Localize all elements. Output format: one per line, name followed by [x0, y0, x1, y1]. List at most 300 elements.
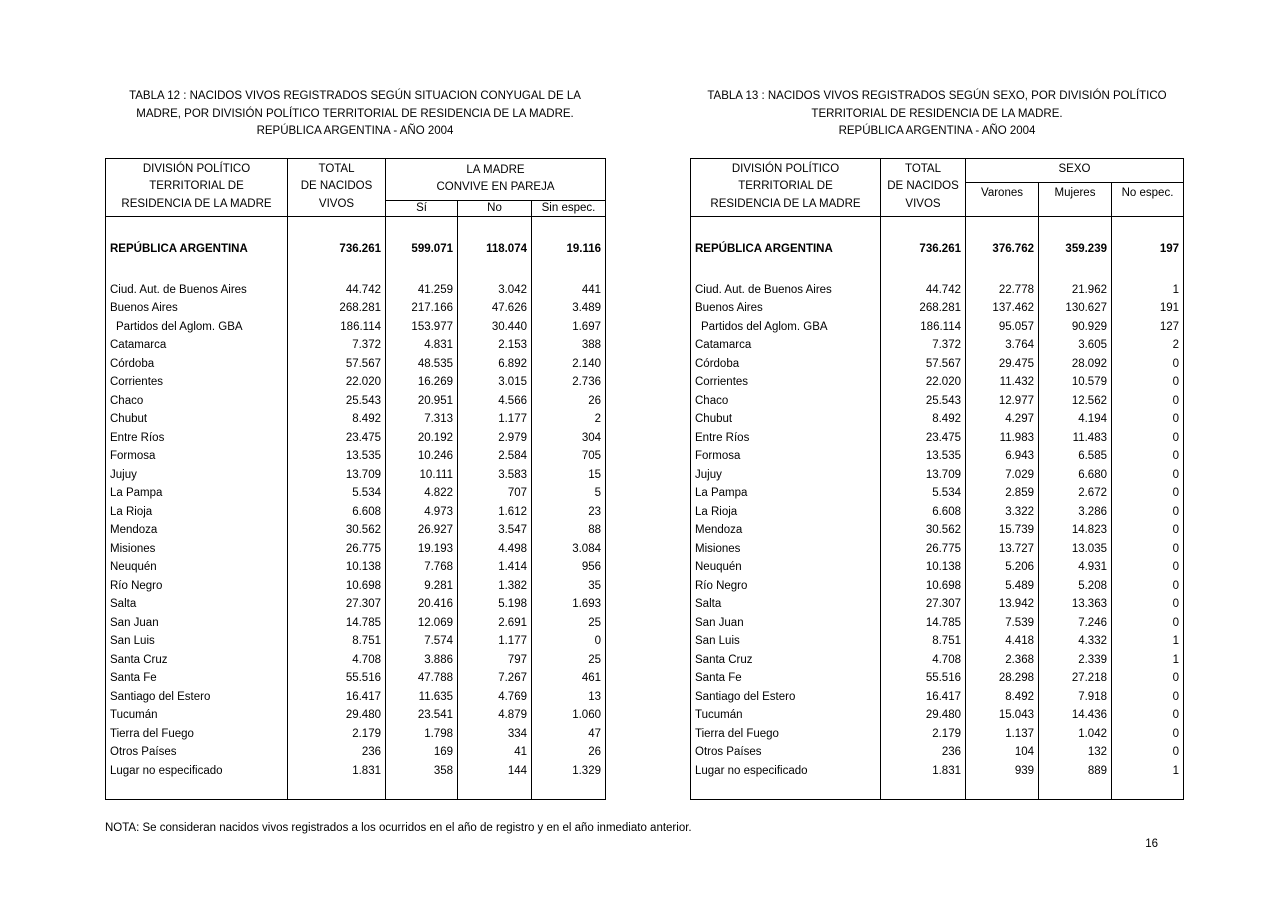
- row-value: 186.114: [288, 318, 386, 337]
- row-value: 5.208: [1039, 577, 1112, 596]
- row-value: 6.608: [881, 503, 966, 522]
- header-group-line: LA MADRE: [466, 163, 525, 176]
- row-label: Formosa: [691, 447, 881, 466]
- spacer-cell: [1112, 780, 1184, 800]
- table-row: [691, 706, 1184, 725]
- row-value: 9.281: [386, 577, 458, 596]
- title-line: MADRE, POR DIVISIÓN POLÍTICO TERRITORIAL DE RESIDENCIA DE LA MADRE.: [136, 107, 574, 120]
- row-value: 26.775: [288, 540, 386, 559]
- row-value: 4.332: [1039, 632, 1112, 651]
- row-label: Mendoza: [106, 521, 288, 540]
- row-value: 15.739: [966, 521, 1039, 540]
- tabla-13-block: [690, 88, 1184, 800]
- row-label: Partidos del Aglom. GBA: [691, 318, 881, 337]
- spacer-cell: [966, 780, 1039, 800]
- row-label: Salta: [106, 595, 288, 614]
- table-row: [106, 355, 606, 374]
- row-value: 0: [1112, 577, 1184, 596]
- page-number: 16: [1145, 838, 1158, 850]
- row-value: 956: [532, 558, 606, 577]
- header-subcol-varones: Varones: [966, 182, 1039, 216]
- row-value: 48.535: [386, 355, 458, 374]
- row-value: 22.020: [881, 373, 966, 392]
- row-value: 358: [386, 762, 458, 781]
- header-division-line: RESIDENCIA DE LA MADRE: [121, 197, 272, 210]
- table-row: [691, 281, 1184, 300]
- header-group-line: CONVIVE EN PAREJA: [436, 181, 555, 193]
- row-value: 2.140: [532, 355, 606, 374]
- table-row: [691, 651, 1184, 670]
- spacer-cell: [881, 780, 966, 800]
- row-value: 0: [1112, 410, 1184, 429]
- tabla-12-block: [105, 88, 605, 800]
- row-value: 26: [532, 743, 606, 762]
- row-label: San Luis: [106, 632, 288, 651]
- row-label: Ciud. Aut. de Buenos Aires: [691, 281, 881, 300]
- row-label: Buenos Aires: [691, 299, 881, 318]
- row-value: 599.071: [386, 216, 458, 281]
- header-total-line: DE NACIDOS: [300, 180, 373, 193]
- row-value: 27.307: [881, 595, 966, 614]
- header-division: [106, 158, 288, 216]
- row-value: 359.239: [1039, 216, 1112, 281]
- row-value: 4.708: [881, 651, 966, 670]
- row-value: 0: [1112, 484, 1184, 503]
- row-value: 0: [1112, 706, 1184, 725]
- row-value: 15.043: [966, 706, 1039, 725]
- header-group-line: SEXO: [1058, 163, 1091, 176]
- row-value: 25.543: [288, 392, 386, 411]
- row-value: 1.798: [386, 725, 458, 744]
- row-value: 0: [1112, 392, 1184, 411]
- row-label: REPÚBLICA ARGENTINA: [106, 216, 288, 281]
- row-value: 1.831: [288, 762, 386, 781]
- row-label: Santiago del Estero: [106, 688, 288, 707]
- row-label: Santa Fe: [106, 669, 288, 688]
- row-value: 29.475: [966, 355, 1039, 374]
- row-value: 1.329: [532, 762, 606, 781]
- row-value: 4.822: [386, 484, 458, 503]
- header-subcol-no: No: [458, 200, 532, 216]
- row-value: 6.608: [288, 503, 386, 522]
- spacer-cell: [386, 780, 458, 800]
- row-label: Santa Cruz: [106, 651, 288, 670]
- row-label: Misiones: [691, 540, 881, 559]
- row-value: 1.414: [458, 558, 532, 577]
- row-value: 0: [1112, 503, 1184, 522]
- row-value: 7.918: [1039, 688, 1112, 707]
- spacer-cell: [532, 780, 606, 800]
- row-value: 23.475: [881, 429, 966, 448]
- row-label: Lugar no especificado: [106, 762, 288, 781]
- row-value: 0: [1112, 743, 1184, 762]
- row-value: 35: [532, 577, 606, 596]
- row-value: 4.418: [966, 632, 1039, 651]
- row-value: 13.942: [966, 595, 1039, 614]
- table-row: [691, 614, 1184, 633]
- row-value: 236: [288, 743, 386, 762]
- row-value: 26.927: [386, 521, 458, 540]
- row-label: Misiones: [106, 540, 288, 559]
- row-value: 4.566: [458, 392, 532, 411]
- row-value: 2.672: [1039, 484, 1112, 503]
- header-subcol-mujeres: Mujeres: [1039, 182, 1112, 216]
- header-subcol-noespec: No espec.: [1112, 182, 1184, 216]
- table-row: [106, 669, 606, 688]
- table-row: [691, 540, 1184, 559]
- row-value: 130.627: [1039, 299, 1112, 318]
- header-group-convive: [386, 158, 606, 200]
- row-value: 127: [1112, 318, 1184, 337]
- row-value: 41.259: [386, 281, 458, 300]
- row-value: 7.267: [458, 669, 532, 688]
- header-total-line: TOTAL: [318, 162, 355, 175]
- row-value: 6.943: [966, 447, 1039, 466]
- row-value: 21.962: [1039, 281, 1112, 300]
- row-value: 25.543: [881, 392, 966, 411]
- row-value: 90.929: [1039, 318, 1112, 337]
- row-value: 3.886: [386, 651, 458, 670]
- row-value: 10.579: [1039, 373, 1112, 392]
- row-value: 186.114: [881, 318, 966, 337]
- row-value: 13.709: [288, 466, 386, 485]
- spacer-cell: [106, 780, 288, 800]
- title-line: REPÚBLICA ARGENTINA - AÑO 2004: [838, 125, 1036, 137]
- header-total-line: VIVOS: [318, 197, 355, 210]
- row-value: 304: [532, 429, 606, 448]
- row-value: 153.977: [386, 318, 458, 337]
- spacer-cell: [288, 780, 386, 800]
- table-row: [691, 447, 1184, 466]
- row-value: 4.931: [1039, 558, 1112, 577]
- row-value: 3.583: [458, 466, 532, 485]
- header-group-sexo: [966, 158, 1184, 182]
- row-value: 236: [881, 743, 966, 762]
- row-value: 28.298: [966, 669, 1039, 688]
- row-value: 5.198: [458, 595, 532, 614]
- table-row: [691, 688, 1184, 707]
- row-value: 0: [1112, 595, 1184, 614]
- table-row: [106, 651, 606, 670]
- table-row: [691, 299, 1184, 318]
- table-row: [106, 540, 606, 559]
- tabla-12: [105, 158, 606, 801]
- row-value: 10.698: [288, 577, 386, 596]
- tabla-13-title: [690, 88, 1184, 141]
- header-total: [288, 158, 386, 216]
- row-value: 0: [1112, 540, 1184, 559]
- row-value: 12.069: [386, 614, 458, 633]
- row-value: 169: [386, 743, 458, 762]
- table-row: [106, 614, 606, 633]
- table-row: [691, 558, 1184, 577]
- row-label: Río Negro: [691, 577, 881, 596]
- row-value: 44.742: [881, 281, 966, 300]
- row-value: 268.281: [881, 299, 966, 318]
- row-value: 13.035: [1039, 540, 1112, 559]
- table-row: [106, 577, 606, 596]
- title-line: TABLA 13 : NACIDOS VIVOS REGISTRADOS SEGÚN SEXO, POR DIVISIÓN POLÍTICO: [707, 90, 1167, 102]
- row-value: 0: [1112, 373, 1184, 392]
- row-value: 3.605: [1039, 336, 1112, 355]
- row-value: 13.363: [1039, 595, 1112, 614]
- row-value: 4.879: [458, 706, 532, 725]
- row-value: 1: [1112, 651, 1184, 670]
- row-label: La Pampa: [691, 484, 881, 503]
- row-label: Córdoba: [106, 355, 288, 374]
- row-label: Lugar no especificado: [691, 762, 881, 781]
- row-value: 10.138: [881, 558, 966, 577]
- row-value: 13.709: [881, 466, 966, 485]
- row-label: Santiago del Estero: [691, 688, 881, 707]
- table-row: [691, 429, 1184, 448]
- row-value: 23.475: [288, 429, 386, 448]
- row-label: Tucumán: [691, 706, 881, 725]
- row-value: 5.534: [881, 484, 966, 503]
- table-row: [691, 632, 1184, 651]
- row-value: 5.489: [966, 577, 1039, 596]
- row-value: 3.547: [458, 521, 532, 540]
- row-label: Otros Países: [691, 743, 881, 762]
- table-row: [106, 632, 606, 651]
- row-value: 2.179: [881, 725, 966, 744]
- row-value: 3.015: [458, 373, 532, 392]
- row-label: Tucumán: [106, 706, 288, 725]
- row-value: 7.539: [966, 614, 1039, 633]
- table-row: [106, 392, 606, 411]
- row-value: 57.567: [881, 355, 966, 374]
- row-value: 7.574: [386, 632, 458, 651]
- row-value: 2.736: [532, 373, 606, 392]
- row-label: Corrientes: [691, 373, 881, 392]
- total-row: [691, 216, 1184, 281]
- table-row: [691, 318, 1184, 337]
- row-value: 25: [532, 614, 606, 633]
- row-value: 1: [1112, 281, 1184, 300]
- row-value: 8.492: [288, 410, 386, 429]
- row-value: 1: [1112, 632, 1184, 651]
- header-subcol-si: Sí: [386, 200, 458, 216]
- row-value: 705: [532, 447, 606, 466]
- table-row: [691, 336, 1184, 355]
- row-value: 104: [966, 743, 1039, 762]
- title-line: TABLA 12 : NACIDOS VIVOS REGISTRADOS SEGÚN SITUACION CONYUGAL DE LA: [129, 90, 581, 102]
- row-value: 8.751: [288, 632, 386, 651]
- row-value: 55.516: [288, 669, 386, 688]
- row-value: 0: [1112, 355, 1184, 374]
- row-label: Córdoba: [691, 355, 881, 374]
- table-row: [106, 484, 606, 503]
- row-value: 3.286: [1039, 503, 1112, 522]
- row-label: Partidos del Aglom. GBA: [106, 318, 288, 337]
- row-value: 11.983: [966, 429, 1039, 448]
- row-value: 4.769: [458, 688, 532, 707]
- row-value: 2: [532, 410, 606, 429]
- row-value: 1.177: [458, 632, 532, 651]
- header-subcol-sinespec: Sin espec.: [532, 200, 606, 216]
- row-value: 11.483: [1039, 429, 1112, 448]
- row-value: 22.778: [966, 281, 1039, 300]
- row-value: 441: [532, 281, 606, 300]
- table-row: [106, 706, 606, 725]
- row-value: 268.281: [288, 299, 386, 318]
- header-total-line: VIVOS: [905, 197, 941, 210]
- row-value: 2.339: [1039, 651, 1112, 670]
- table-row: [106, 466, 606, 485]
- table-row: [691, 373, 1184, 392]
- row-label: San Juan: [106, 614, 288, 633]
- total-row: [106, 216, 606, 281]
- header-division-line: RESIDENCIA DE LA MADRE: [710, 197, 861, 210]
- table-row: [106, 503, 606, 522]
- row-label: Tierra del Fuego: [106, 725, 288, 744]
- row-value: 19.116: [532, 216, 606, 281]
- row-value: 376.762: [966, 216, 1039, 281]
- row-value: 7.768: [386, 558, 458, 577]
- row-value: 0: [1112, 521, 1184, 540]
- table-row: [691, 725, 1184, 744]
- header-division: [691, 158, 881, 216]
- row-value: 1.831: [881, 762, 966, 781]
- table-row: [106, 725, 606, 744]
- row-value: 1.697: [532, 318, 606, 337]
- row-label: Neuquén: [106, 558, 288, 577]
- row-value: 10.246: [386, 447, 458, 466]
- header-total-line: TOTAL: [905, 162, 941, 175]
- header-total-line: DE NACIDOS: [887, 180, 959, 193]
- row-value: 13.727: [966, 540, 1039, 559]
- row-value: 88: [532, 521, 606, 540]
- row-value: 736.261: [288, 216, 386, 281]
- row-value: 132: [1039, 743, 1112, 762]
- row-value: 4.297: [966, 410, 1039, 429]
- row-value: 3.489: [532, 299, 606, 318]
- row-value: 5.534: [288, 484, 386, 503]
- table-row: [691, 466, 1184, 485]
- row-value: 217.166: [386, 299, 458, 318]
- row-value: 20.951: [386, 392, 458, 411]
- table-row: [691, 392, 1184, 411]
- row-value: 5.206: [966, 558, 1039, 577]
- row-value: 57.567: [288, 355, 386, 374]
- row-label: REPÚBLICA ARGENTINA: [691, 216, 881, 281]
- row-value: 20.192: [386, 429, 458, 448]
- row-value: 0: [1112, 725, 1184, 744]
- row-value: 22.020: [288, 373, 386, 392]
- row-value: 889: [1039, 762, 1112, 781]
- spacer-row: [106, 780, 606, 800]
- row-label: Tierra del Fuego: [691, 725, 881, 744]
- row-value: 25: [532, 651, 606, 670]
- row-value: 30.562: [288, 521, 386, 540]
- table-row: [691, 521, 1184, 540]
- row-value: 10.111: [386, 466, 458, 485]
- row-label: Mendoza: [691, 521, 881, 540]
- table-row: [691, 410, 1184, 429]
- row-value: 797: [458, 651, 532, 670]
- header-division-line: DIVISIÓN POLÍTICO: [142, 162, 251, 175]
- table-row: [106, 281, 606, 300]
- row-value: 28.092: [1039, 355, 1112, 374]
- row-value: 44.742: [288, 281, 386, 300]
- table-row: [691, 743, 1184, 762]
- row-value: 8.492: [881, 410, 966, 429]
- row-value: 0: [1112, 688, 1184, 707]
- row-label: Salta: [691, 595, 881, 614]
- row-value: 736.261: [881, 216, 966, 281]
- table-row: [106, 318, 606, 337]
- table-row: [106, 373, 606, 392]
- row-value: 16.417: [288, 688, 386, 707]
- spacer-cell: [691, 780, 881, 800]
- row-label: Santa Cruz: [691, 651, 881, 670]
- row-value: 0: [532, 632, 606, 651]
- table-row: [691, 484, 1184, 503]
- row-label: Entre Ríos: [691, 429, 881, 448]
- row-value: 15: [532, 466, 606, 485]
- row-value: 2.368: [966, 651, 1039, 670]
- row-label: Jujuy: [106, 466, 288, 485]
- row-value: 14.785: [881, 614, 966, 633]
- row-value: 30.562: [881, 521, 966, 540]
- row-value: 47: [532, 725, 606, 744]
- row-value: 939: [966, 762, 1039, 781]
- row-value: 1.137: [966, 725, 1039, 744]
- row-label: Corrientes: [106, 373, 288, 392]
- row-value: 4.973: [386, 503, 458, 522]
- row-value: 14.436: [1039, 706, 1112, 725]
- title-line: REPÚBLICA ARGENTINA - AÑO 2004: [256, 125, 454, 137]
- row-value: 4.708: [288, 651, 386, 670]
- header-division-line: TERRITORIAL DE: [149, 180, 244, 193]
- row-value: 26.775: [881, 540, 966, 559]
- row-value: 41: [458, 743, 532, 762]
- row-label: Neuquén: [691, 558, 881, 577]
- table-row: [106, 688, 606, 707]
- row-value: 118.074: [458, 216, 532, 281]
- table-row: [106, 429, 606, 448]
- row-value: 27.218: [1039, 669, 1112, 688]
- row-value: 2.859: [966, 484, 1039, 503]
- row-value: 388: [532, 336, 606, 355]
- row-value: 29.480: [881, 706, 966, 725]
- row-value: 19.193: [386, 540, 458, 559]
- row-value: 334: [458, 725, 532, 744]
- row-value: 2.584: [458, 447, 532, 466]
- table-row: [106, 336, 606, 355]
- row-value: 8.492: [966, 688, 1039, 707]
- table-row: [106, 762, 606, 781]
- table-row: [106, 558, 606, 577]
- row-value: 10.138: [288, 558, 386, 577]
- row-value: 3.042: [458, 281, 532, 300]
- row-value: 707: [458, 484, 532, 503]
- row-label: Chubut: [691, 410, 881, 429]
- table-row: [691, 577, 1184, 596]
- row-label: Chubut: [106, 410, 288, 429]
- row-label: Santa Fe: [691, 669, 881, 688]
- footnote: NOTA: Se consideran nacidos vivos registrados a los ocurridos en el año de registro y en el año inmediato anterior.: [105, 822, 692, 834]
- row-value: 4.831: [386, 336, 458, 355]
- row-label: Otros Países: [106, 743, 288, 762]
- row-value: 20.416: [386, 595, 458, 614]
- spacer-row: [691, 780, 1184, 800]
- table-row: [106, 743, 606, 762]
- row-value: 14.785: [288, 614, 386, 633]
- row-value: 1.042: [1039, 725, 1112, 744]
- row-value: 4.194: [1039, 410, 1112, 429]
- header-division-line: TERRITORIAL DE: [738, 180, 833, 193]
